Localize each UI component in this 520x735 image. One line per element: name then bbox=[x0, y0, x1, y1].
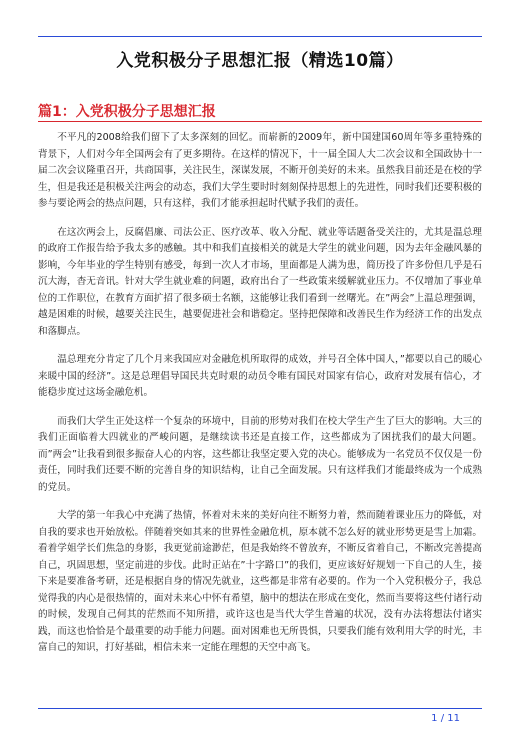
footer-rule bbox=[38, 708, 482, 709]
paragraph: 在这次两会上，反腐倡廉、司法公正、医疗改革、收入分配、就业等话题备受关注的，尤其是温总理的政府工作报告给予我太多的感触。其中和我们直接相关的就是大学生的就业问题，因为去年金融风暴的影响，今年毕业的学生特别有感受，每到一次人才市场，里面都是人满为患，简历投了许多份但几乎是石沉大海，杳无音讯。针对大学生就业难的问题，政府出台了一些政策来缓解就业压力。不仅增加了事业单位的工作职位，在教育方面扩招了很多硕士名额，这能够让我们看到一丝曙光。在”两会”上温总理强调，越是困难的时候，越要关注民生，越要促进社会和谐稳定。坚持把保障和改善民生作为经济工作的出发点和落脚点。 bbox=[38, 226, 482, 337]
section-title: 篇1：入党积极分子思想汇报 bbox=[38, 104, 216, 120]
paragraph: 不平凡的2008给我们留下了太多深刻的回忆。而崭新的2009年，新中国建国60周年等多重特殊的背景下，人们对今年全国两会有了更多期待。在这样的情况下，十一届全国人大二次会议和全国政协十一届二次会议隆重召开，共商国事，关注民生，深谋发展，不断开创美好的未来。虽然我目前还是在校的学生，但是我还是积极关注两会的动态，我们大学生要时时刻刻保持思想上的先进性，同时我们还要积极的参与要论两会的热点问题，只有这样，我们才能承担起时代赋予我们的责任。 bbox=[38, 132, 482, 209]
header-rule bbox=[38, 36, 482, 37]
section-rule bbox=[38, 121, 482, 122]
paragraph: 大学的第一年我心中充满了热情，怀着对未来的美好向往不断努力着，然而随着课业压力的降低，对自我的要求也开始放松。伴随着突如其来的世界性金融危机，原本就不怎么好的就业形势更是雪上加霜。看着学姐学长们焦急的身影，我更觉前途渺茫，但是我始终不曾放弃，不断反省着自己，不断改完善提高自己，巩固思想，坚定前进的步伐。此时正站在”十字路口”的我们，更应该好好规划一下自己的人生，接下来是要准备考研，还是根据自身的情况先就业，这些都是非常有必要的。作为一个入党积极分子，我总觉得我的内心是很热情的，面对未来心中怀有希望，脑中的想法在形成在变化，然而当要将这些付诸行动的时候，发现自己何其的茫然而不知所措，或许这也是当代大学生普遍的状况，没有办法将想法付诸实践，而这也恰恰是个最重要的动手能力问题。面对困难也无所畏惧，只要我们能有效利用大学的时光，丰富自己的知识，打好基础，相信未来一定能在理想的天空中高飞。 bbox=[38, 510, 482, 653]
paragraph: 温总理充分肯定了几个月来我国应对金融危机所取得的成效，并号召全体中国人，”都要以自己的暖心来暖中国的经济”。这是总理倡导国民共克时艰的动员令唯有国民对国家有信心，政府对发展有信心，才能稳步度过这场金融危机。 bbox=[38, 354, 482, 398]
paragraph: 而我们大学生正处这样一个复杂的环境中，目前的形势对我们在校大学生产生了巨大的影响。大三的我们正面临着大四就业的严峻问题，是继续读书还是直接工作，这些都成为了困扰我们的最大问题。而”两会”让我看到很多振奋人心的内容，这些都让我坚定要入党的决心。能够成为一名党员不仅仅是一份责任，同时我们还要不断的完善自身的知识结构，让自己全面发展。只有这样我们才能最终成为一个成熟的党员。 bbox=[38, 415, 482, 493]
page-number: 1 / 11 bbox=[431, 713, 460, 724]
document-title: 入党积极分子思想汇报（精选10篇） bbox=[116, 51, 404, 71]
document-body bbox=[38, 130, 482, 657]
